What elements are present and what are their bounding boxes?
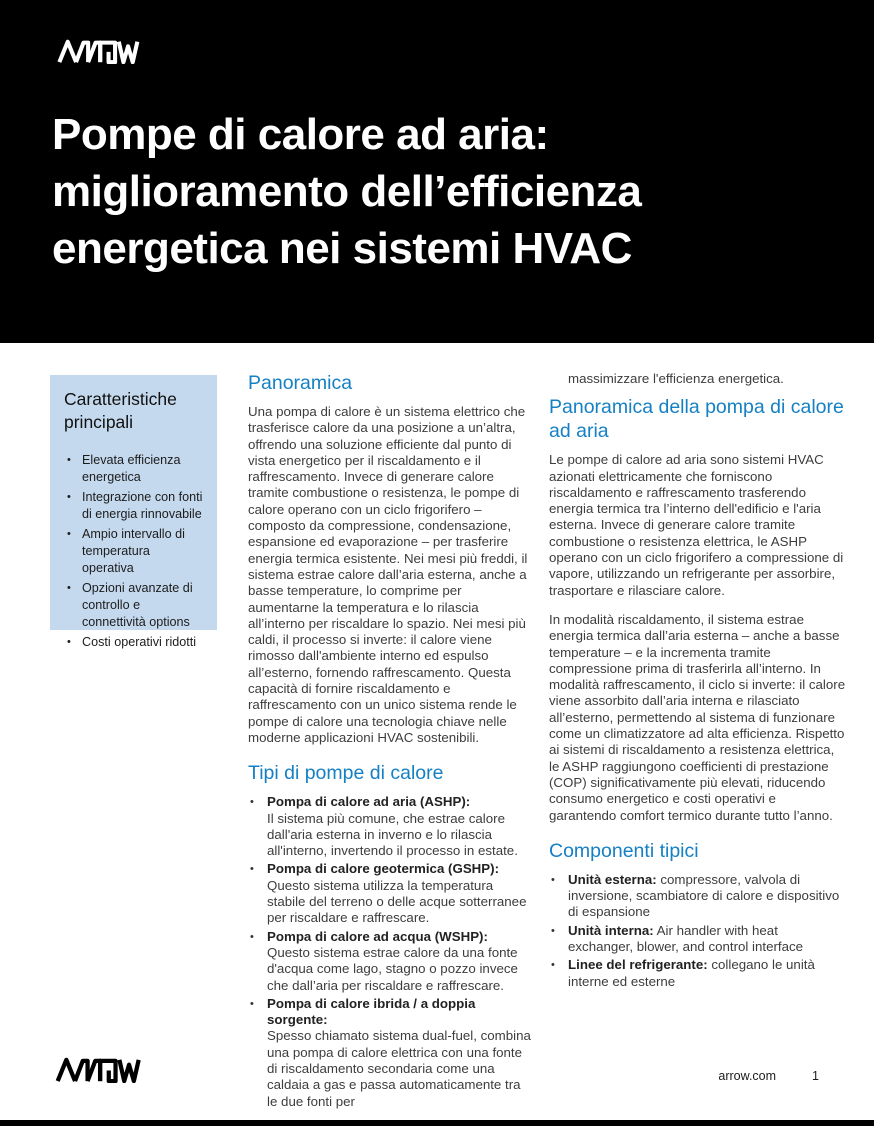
list-item [549,957,846,990]
list-item [248,794,532,859]
title-line-3: energetica nei sistemi HVAC [52,224,632,273]
section-heading-panoramica: Panoramica [248,372,353,394]
header-band [0,0,874,343]
title-line-2: miglioramento dell’efficienza [52,167,642,216]
arrow-com-link[interactable]: arrow.com [718,1069,777,1083]
list-item: • Elevata efficienza energetica [64,452,205,486]
page-title [52,106,832,277]
list-item: • Costi operativi ridotti [64,634,205,651]
section-heading-tipi: Tipi di pompe di calore [248,762,444,785]
bullet-label: • Pompa di calore geotermica (GSHP): [267,861,500,877]
bullet-text: Il sistema più comune, che estrae calore dall'aria esterna in inverno e lo rilascia all'interno, invertendo il processo in estate. [267,810,518,859]
bullet-text: Air handler with heat exchanger, blower, and control interface [568,922,804,955]
bullet-label: Linee del refrigerante: [568,957,708,973]
bullet-text: collegano le unità interne ed esterne [568,957,815,989]
bullet-continuation-text: massimizzare l'efficienza energetica. [568,371,784,386]
list-item: • Integrazione con fonti di energia rinnovabile [64,489,205,523]
section-heading-panoramica-ashp: Panoramica della pompa di calore ad aria [549,396,844,443]
list-item: • Ampio intervallo di temperatura operativa [64,526,205,577]
page-number: 1 [812,1069,819,1083]
bullet-label: Unità interna: [568,922,654,938]
list-item [248,861,532,926]
footer-meta [718,1069,819,1083]
list-item [549,872,846,921]
arrow-logo [55,38,151,64]
list-item [549,923,846,956]
bullet-text: compressore, valvola di inversione, scambiatore di calore e dispositivo di espansione [568,871,840,920]
bullet-label: • Pompa di calore ad acqua (WSHP): [267,928,488,944]
paragraph: In modalità riscaldamento, il sistema estrae energia termica dall’aria esterna – anche a basse temperature – e la incrementa tramite compressione prima di trasferirla all’interno. In modalità raffrescamento, il ciclo si inverte: il calore viene assorbito dall’aria interna e rilasciato all’esterno, permettendo al sistema di funzionare come un climatizzatore ad alta efficienza. Rispetto ai sistemi di riscaldamento a resistenza elettrica, le ASHP raggiungono coefficienti di prestazione (COP) significativamente più elevati, riducendo consumo energetico e costi operativi e garantendo comfort termico durante tutto l’anno. [549,611,846,823]
bullet-text: Spesso chiamato sistema dual-fuel, combina una pompa di calore elettrica con una fonte di riscaldamento secondaria come una caldaia a gas e passa automaticamente tra le due fonti per [267,1028,531,1109]
heat-pump-types-list [248,794,532,1110]
key-features-box [50,375,217,649]
paragraph: Una pompa di calore è un sistema elettrico che trasferisce calore da una posizione a un’altra, offrendo una soluzione efficiente dal punto di vista energetico per il riscaldamento e il raffrescamento. Invece di generare calore tramite combustione o resistenza, le pompe di calore operano con un ciclo frigorifero – composto da compressione, condensazione, espansione ed evaporazione – per trasferire energia termica esistente. Nei mesi più freddi, il sistema estrae calore dall’aria esterna, anche a basse temperature, lo comprime per aumentarne la temperatura e lo rilascia all’interno per riscaldare lo spazio. Nei mesi più caldi, il processo si inverte: il calore viene rimosso dall'ambiente interno ed espulso all’esterno, fornendo raffrescamento. Questa capacità di fornire riscaldamento e raffrescamento con un unico sistema rende le pompe di calore una tecnologia chiave nelle moderne applicazioni HVAC sostenibili. [248,404,528,745]
list-item: • Opzioni avanzate di controllo e connettività options [64,580,205,631]
key-features-title: Caratteristiche principali [64,389,177,432]
paragraph: Le pompe di calore ad aria sono sistemi HVAC azionati elettricamente che forniscono riscaldamento e raffrescamento trasferendo energia termica tra l’interno dell'edificio e l'aria esterna. Invece di generare calore tramite combustione o resistenza elettrica, le ASHP operano con un ciclo frigorifero a compressione di vapore, utilizzando un refrigerante per assorbire, trasportare e rilasciare calore. [549,452,844,598]
key-features-list [64,452,205,651]
bullet-label: • Pompa di calore ad aria (ASHP): [267,794,471,810]
list-item [248,929,532,994]
section-heading-componenti: Componenti tipici [549,839,699,862]
bullet-text: Questo sistema utilizza la temperatura stabile del terreno o delle acque sotterranee per riscaldare e raffrescare. [267,877,527,926]
bullet-text: Questo sistema estrae calore da una fonte d'acqua come lago, stagno o pozzo invece che dall’aria per riscaldare e raffrescare. [267,944,518,993]
title-line-1: Pompe di calore ad aria: [52,110,549,159]
list-item [248,996,532,1110]
bottom-rule [0,1120,874,1126]
arrow-logo-footer [52,1056,154,1083]
bullet-label: • Pompa di calore ibrida / a doppia sorgente: [267,995,476,1028]
text-column-right [549,371,846,992]
components-list [549,872,846,990]
text-column-left [248,371,532,1112]
bullet-label: Unità esterna: [568,871,657,887]
